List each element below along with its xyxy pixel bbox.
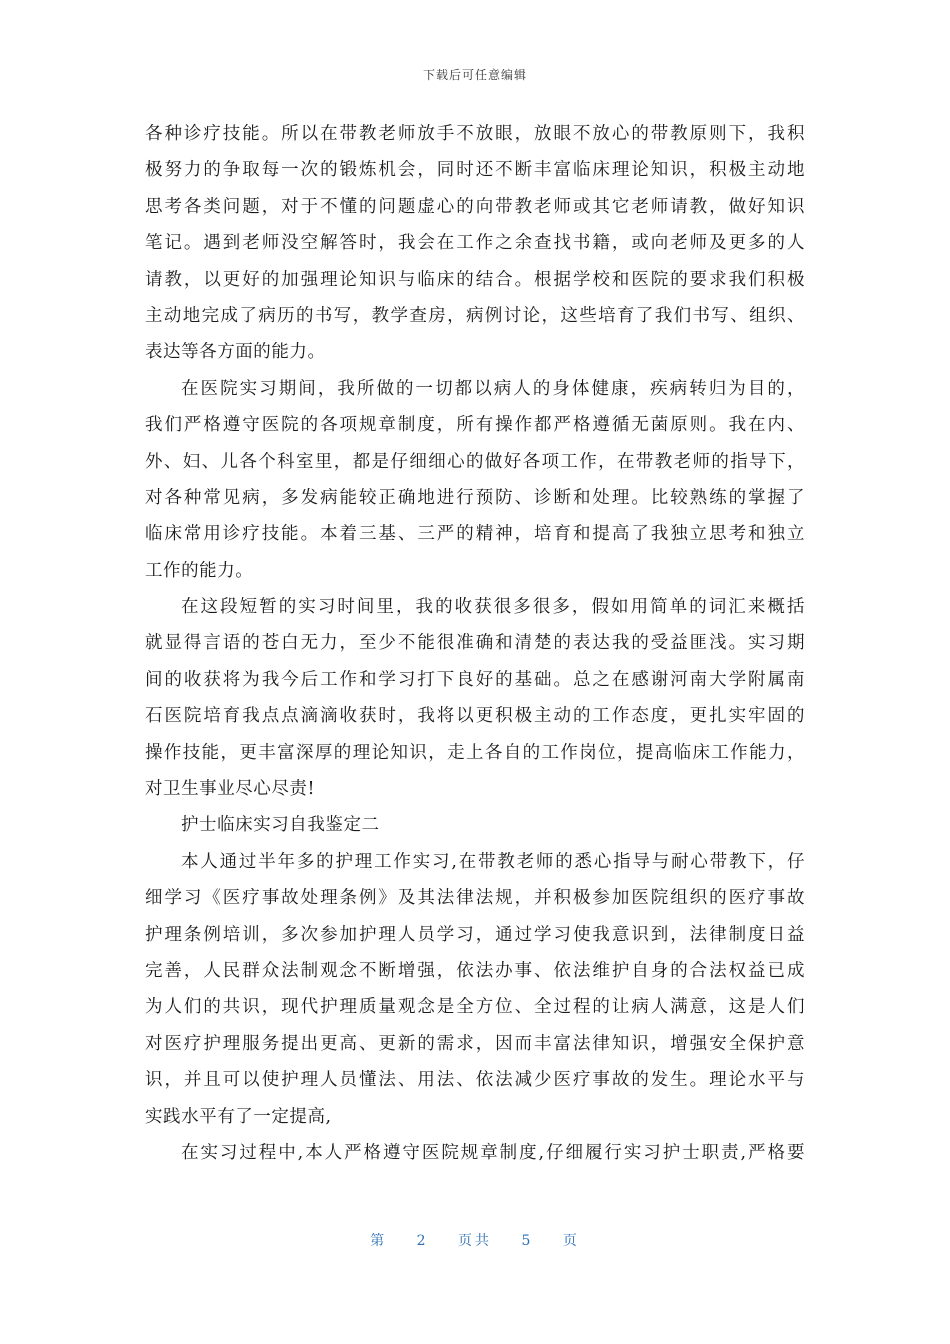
text-line: 为人们的共识，现代护理质量观念是全方位、全过程的让病人满意，这是人们 [145,997,805,1018]
text-line: 石医院培育我点点滴滴收获时，我将以更积极主动的工作态度，更扎实牢固的 [145,706,805,727]
footer-middle: 页共 [458,1233,492,1249]
text-line: 完善，人民群众法制观念不断增强，依法办事、依法维护自身的合法权益已成 [145,960,805,981]
text-line: 工作的能力。 [145,560,254,581]
document-body [145,116,805,1171]
text-line: 表达等各方面的能力。 [145,342,326,363]
text-line: 就显得言语的苍白无力，至少不能很准确和清楚的表达我的受益匪浅。实习期 [145,633,805,654]
text-line: 笔记。遇到老师没空解答时，我会在工作之余查找书籍，或向老师及更多的人 [145,233,805,254]
footer-total-pages: 5 [521,1233,534,1249]
text-line: 外、妇、儿各个科室里，都是仔细细心的做好各项工作，在带教老师的指导下， [145,451,805,472]
text-line: 主动地完成了病历的书写，教学查房，病例讨论，这些培育了我们书写、组织、 [145,305,805,326]
text-line: 操作技能，更丰富深厚的理论知识，走上各自的工作岗位，提高临床工作能力， [145,742,805,763]
text-line: 间的收获将为我今后工作和学习打下良好的基础。总之在感谢河南大学附属南 [145,669,805,690]
text-line: 临床常用诊疗技能。本着三基、三严的精神，培育和提高了我独立思考和独立 [145,524,805,545]
text-line: 在实习过程中,本人严格遵守医院规章制度,仔细履行实习护士职责,严格要 [181,1142,805,1163]
text-line: 各种诊疗技能。所以在带教老师放手不放眼，放眼不放心的带教原则下，我积 [145,124,805,144]
text-line: 护士临床实习自我鉴定二 [181,815,380,836]
footer-suffix: 页 [562,1233,580,1249]
text-line: 在医院实习期间，我所做的一切都以病人的身体健康，疾病转归为目的， [181,378,805,399]
text-line: 极努力的争取每一次的锻炼机会，同时还不断丰富临床理论知识，积极主动地 [145,160,805,181]
text-line: 在这段短暂的实习时间里，我的收获很多很多，假如用简单的词汇来概括 [181,597,805,618]
text-line: 对医疗护理服务提出更高、更新的需求，因而丰富法律知识，增强安全保护意 [145,1033,805,1054]
text-line: 本人通过半年多的护理工作实习,在带教老师的悉心指导与耐心带教下，仔 [181,851,805,872]
footer-page-number: 2 [416,1233,429,1249]
text-line: 护理条例培训，多次参加护理人员学习，通过学习使我意识到，法律制度日益 [145,924,805,945]
text-line: 思考各类问题，对于不懂的问题虚心的向带教老师或其它老师请教，做好知识 [145,196,805,217]
text-line: 我们严格遵守医院的各项规章制度，所有操作都严格遵循无菌原则。我在内、 [145,415,805,436]
text-line: 识，并且可以使护理人员懂法、用法、依法减少医疗事故的发生。理论水平与 [145,1070,805,1091]
page-footer [0,1230,950,1250]
text-line: 请教，以更好的加强理论知识与临床的结合。根据学校和医院的要求我们积极 [145,269,805,290]
footer-prefix: 第 [370,1233,388,1249]
text-line: 对卫生事业尽心尽责! [145,779,316,800]
text-line: 细学习《医疗事故处理条例》及其法律法规，并积极参加医院组织的医疗事故 [145,888,805,909]
page-header-note: 下载后可任意编辑 [422,68,527,82]
text-line: 实践水平有了一定提高, [145,1106,332,1127]
text-line: 对各种常见病，多发病能较正确地进行预防、诊断和处理。比较熟练的掌握了 [145,487,805,508]
